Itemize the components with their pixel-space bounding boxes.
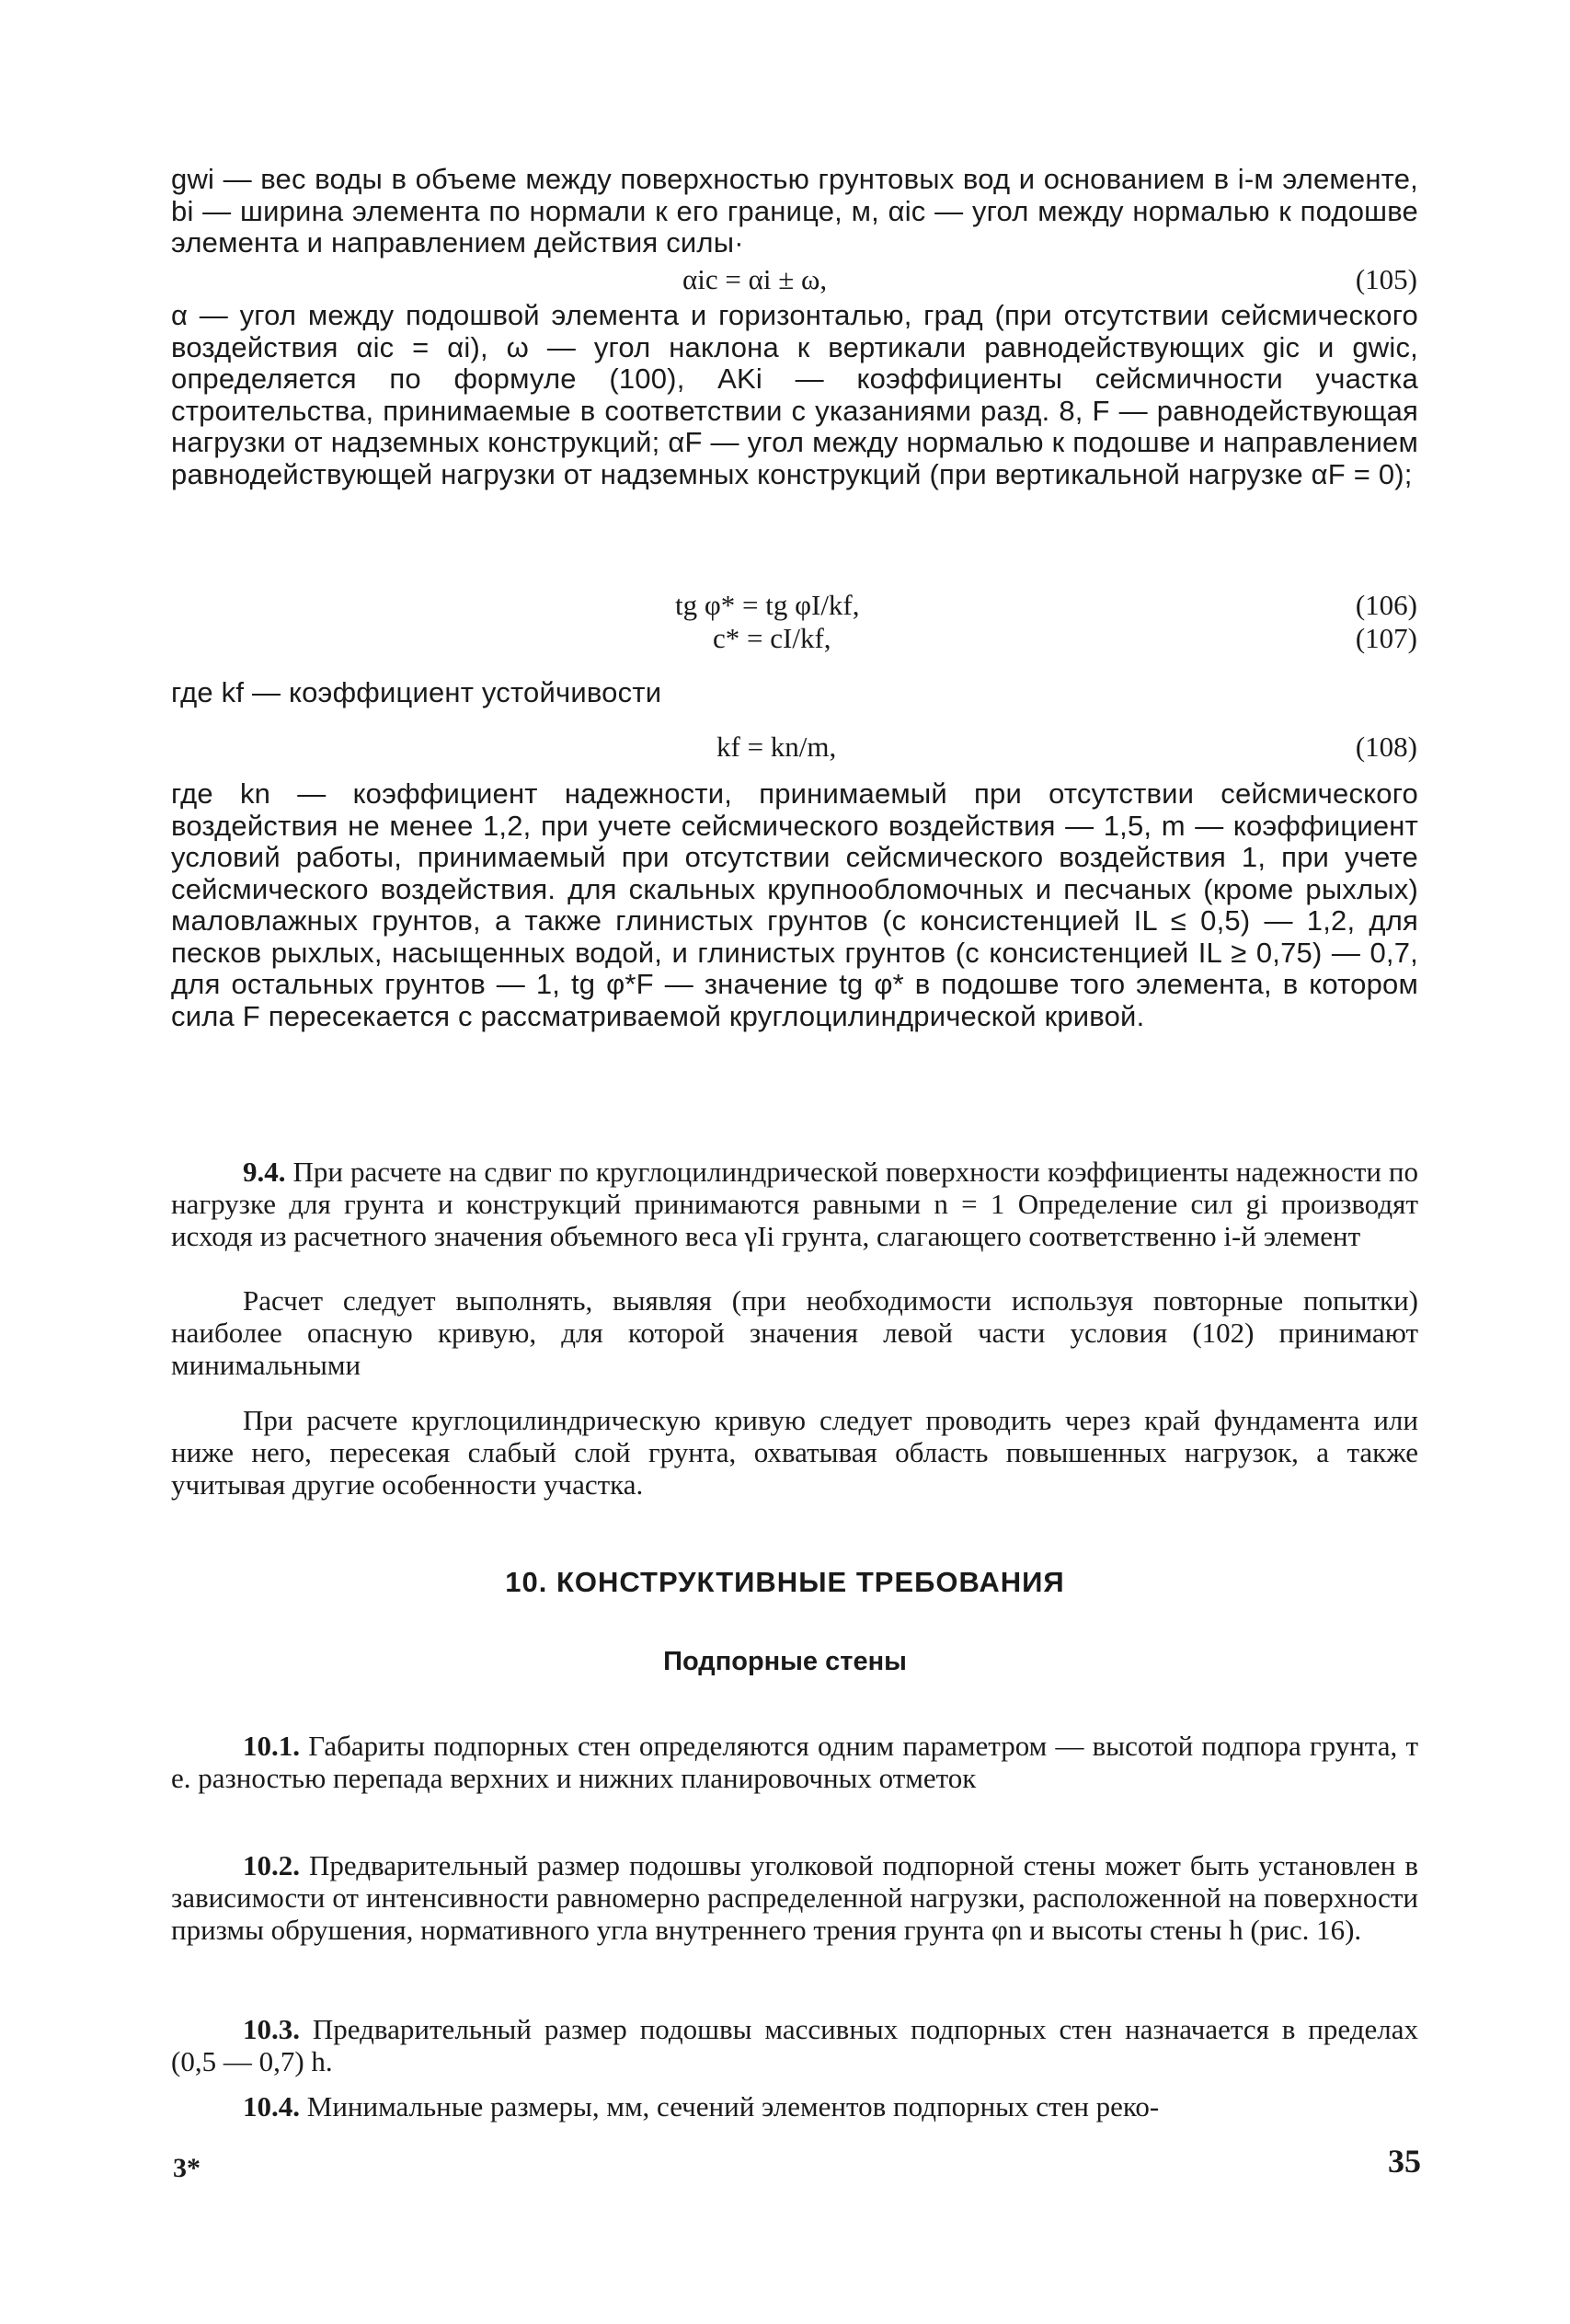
page-number: 35 — [1388, 2143, 1421, 2180]
clause-10-1 — [171, 1730, 1418, 1794]
subsection-title: Подпорные стены — [663, 1647, 907, 1676]
paragraph-calculation-2 — [171, 1404, 1418, 1501]
clause-10-3 — [171, 2013, 1418, 2077]
formula-expression: c* = cI/kf, — [713, 622, 831, 654]
paragraph-alpha-definition — [171, 300, 1418, 490]
paragraph-text: α — угол между подошвой элемента и горизонталью, град (при отсутствии сейсмического воздействия αic = αi), ω — угол наклона к вертикали равнодействующих gic и gwic, определяется по формуле (100), AKi — коэффициенты сейсмичности участка строительства, принимаемые в соответствии с указаниями разд. 8, F — равнодействующая нагрузки от надземных конструкций; αF — угол между нормалью к подошве и направлением равнодействующей нагрузки от надземных конструкций (при вертикальной нагрузке αF = 0); — [171, 299, 1418, 490]
section-title: 10. КОНСТРУКТИВНЫЕ ТРЕБОВАНИЯ — [505, 1566, 1065, 1598]
clause-text — [171, 1156, 1418, 1252]
clause-10-4 — [171, 2090, 1418, 2123]
clause-number: 10.3. — [243, 2013, 300, 2045]
paragraph-kf-intro — [171, 677, 1418, 709]
formula-expression: kf = kn/m, — [716, 731, 837, 763]
paragraph-text: где kn — коэффициент надежности, принимаемый при отсутствии сейсмического воздействия не менее 1,2, при учете сейсмического воздействия — 1,5, m — коэффициент условий работы, принимаемый при отсутствии сейсмического воздействия 1, при учете сейсмического воздействия. для скальных крупнообломочных и песчаных (кроме рыхлых) маловлажных грунтов, а также глинистых грунтов (с консистенцией IL ≤ 0,5) — 1,2, для песков рыхлых, насыщенных водой, и глинистых грунтов (с консистенцией IL ≥ 0,75) — 0,7, для остальных грунтов — 1, tg φ*F — значение tg φ* в подошве того элемента, в котором сила F пересекается с рассматриваемой круглоцилиндрической кривой. — [171, 777, 1418, 1032]
paragraph-text: При расчете круглоцилиндрическую кривую следует проводить через край фундамента или ниже него, пересекая слабый слой грунта, охватывая область повышенных нагрузок, а также учитывая другие особенности участка. — [171, 1404, 1418, 1501]
clause-text — [171, 1730, 1418, 1794]
clause-number: 10.4. — [243, 2090, 300, 2123]
formula-108-number: (108) — [1355, 731, 1417, 763]
clause-text — [171, 2013, 1418, 2077]
formula-expression: tg φ* = tg φI/kf, — [675, 589, 860, 621]
formula-107 — [713, 622, 831, 655]
paragraph-kn-definition — [171, 778, 1418, 1032]
clause-10-2 — [171, 1849, 1418, 1946]
clause-9-4 — [171, 1156, 1418, 1252]
paragraph-text: Расчет следует выполнять, выявляя (при необходимости используя повторные попытки) наиболее опасную кривую, для которой значения левой части условия (102) принимают минимальными — [171, 1284, 1418, 1381]
clause-body: При расчете на сдвиг по круглоцилиндрической поверхности коэффициенты надежности по нагрузке для грунта и конструкций принимаются равными n = 1 Определение сил gi производят исходя из расчетного значения объемного веса γIi грунта, слагающего соответственно i-й элемент — [171, 1156, 1418, 1252]
paragraph-text: gwi — вес воды в объеме между поверхностью грунтовых вод и основанием в i-м элементе, bi — ширина элемента по нормали к его границе, м, αic — угол между нормалью к подошве элемента и направлением действия силы· — [171, 163, 1418, 259]
signature-mark: 3* — [173, 2153, 201, 2183]
clause-text — [171, 1849, 1418, 1946]
clause-body: Минимальные размеры, мм, сечений элементов подпорных стен реко- — [306, 2090, 1160, 2123]
paragraph-text: где kf — коэффициент устойчивости — [171, 676, 662, 708]
clause-number: 9.4. — [243, 1156, 286, 1188]
clause-body: Предварительный размер подошвы уголковой подпорной стены может быть установлен в зависимости от интенсивности равномерно распределенной нагрузки, расположенной на поверхности призмы обрушения, нормативного угла внутреннего трения грунта φn и высоты стены h (рис. 16). — [171, 1849, 1419, 1946]
formula-105-number: (105) — [1355, 263, 1417, 295]
paragraph-calculation-1 — [171, 1284, 1418, 1381]
formula-106 — [675, 589, 860, 622]
formula-108 — [716, 731, 836, 764]
formula-105 — [682, 263, 827, 296]
formula-expression: αic = αi ± ω, — [682, 263, 828, 295]
formula-107-number: (107) — [1355, 622, 1417, 654]
clause-body: Габариты подпорных стен определяются одним параметром — высотой подпора грунта, т е. разностью перепада верхних и нижних планировочных отметок — [171, 1730, 1418, 1794]
paragraph-gw-definition — [171, 164, 1418, 259]
clause-text — [171, 2090, 1418, 2123]
clause-body: Предварительный размер подошвы массивных подпорных стен назначается в пределах (0,5 — 0,7) h. — [171, 2013, 1419, 2077]
clause-number: 10.1. — [243, 1730, 300, 1762]
formula-106-number: (106) — [1355, 589, 1417, 621]
clause-number: 10.2. — [243, 1849, 300, 1881]
